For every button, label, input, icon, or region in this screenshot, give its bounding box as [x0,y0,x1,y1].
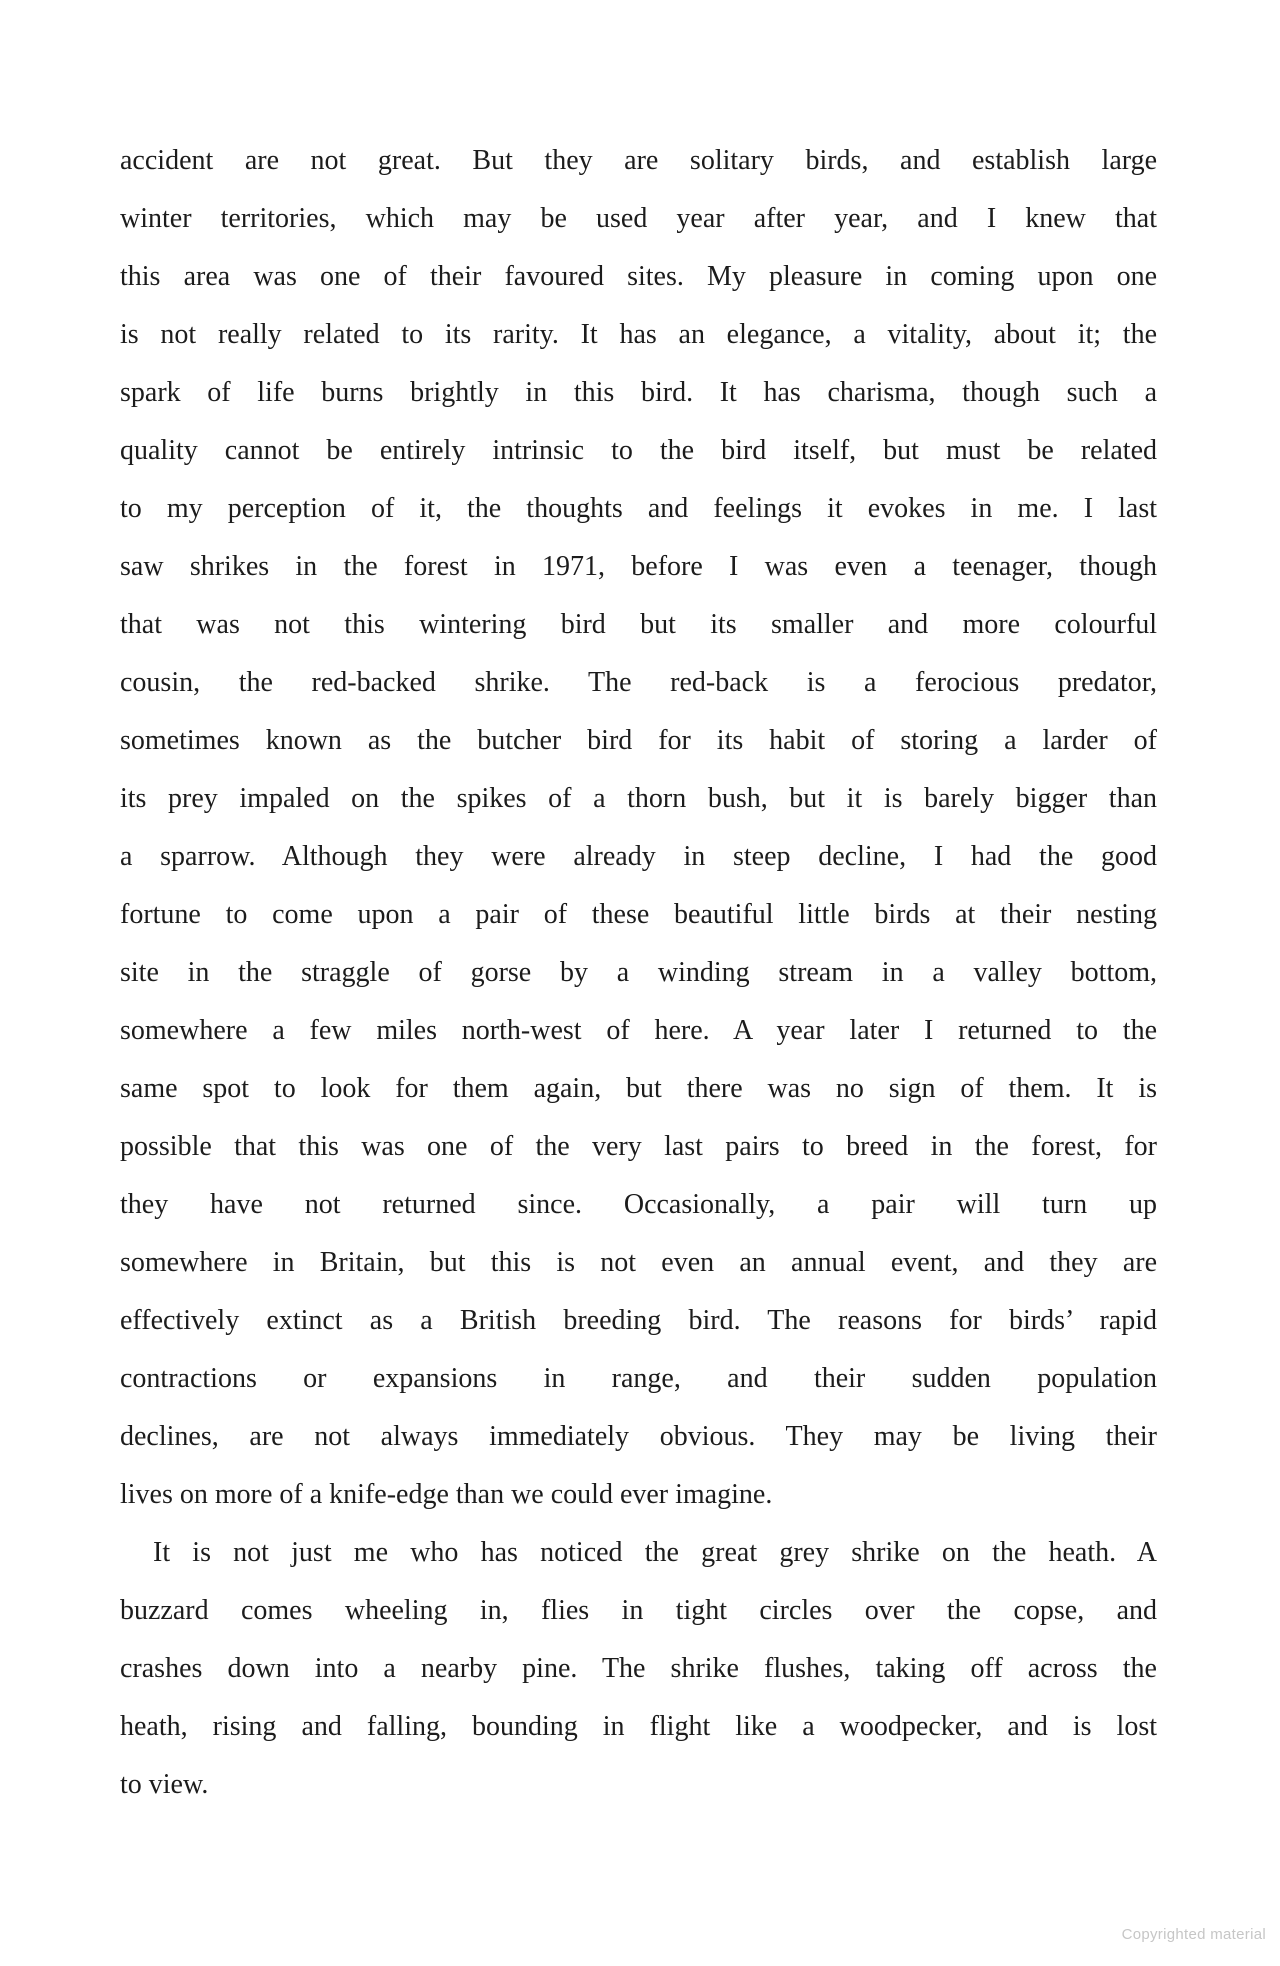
text-line: somewhere in Britain, but this is not even an annual event, and they are [120,1247,1157,1278]
text-line: that was not this wintering bird but its smaller and more colourful [120,609,1157,640]
text-line: effectively extinct as a British breeding bird. The reasons for birds’ rapid [120,1305,1157,1336]
copyright-watermark: Copyrighted material [1121,1926,1266,1943]
text-line: site in the straggle of gorse by a winding stream in a valley bottom, [120,957,1157,988]
text-line: heath, rising and falling, bounding in flight like a woodpecker, and is lost [120,1711,1157,1742]
text-line: accident are not great. But they are solitary birds, and establish large [120,145,1157,176]
text-line: cousin, the red-backed shrike. The red-back is a ferocious predator, [120,667,1157,698]
text-line: buzzard comes wheeling in, flies in tight circles over the copse, and [120,1595,1157,1626]
text-line: lives on more of a knife-edge than we could ever imagine. [120,1479,773,1510]
text-line: fortune to come upon a pair of these beautiful little birds at their nesting [120,899,1157,930]
text-line: quality cannot be entirely intrinsic to the bird itself, but must be related [120,435,1157,466]
page-text [120,132,1157,1814]
text-line: winter territories, which may be used year after year, and I knew that [120,203,1157,234]
text-line: crashes down into a nearby pine. The shrike flushes, taking off across the [120,1653,1157,1684]
text-line: spark of life burns brightly in this bird. It has charisma, though such a [120,377,1157,408]
text-line: declines, are not always immediately obvious. They may be living their [120,1421,1157,1452]
text-line: It is not just me who has noticed the great grey shrike on the heath. A [153,1537,1157,1568]
text-line: possible that this was one of the very last pairs to breed in the forest, for [120,1131,1157,1162]
text-line: sometimes known as the butcher bird for its habit of storing a larder of [120,725,1157,756]
text-line: they have not returned since. Occasionally, a pair will turn up [120,1189,1157,1220]
text-line: is not really related to its rarity. It has an elegance, a vitality, about it; the [120,319,1157,350]
text-line: saw shrikes in the forest in 1971, before I was even a teenager, though [120,551,1157,582]
text-line: to view. [120,1769,209,1800]
text-line: this area was one of their favoured sites. My pleasure in coming upon one [120,261,1157,292]
text-line: contractions or expansions in range, and their sudden population [120,1363,1157,1394]
text-line: same spot to look for them again, but there was no sign of them. It is [120,1073,1157,1104]
text-line: somewhere a few miles north-west of here. A year later I returned to the [120,1015,1157,1046]
text-line: to my perception of it, the thoughts and feelings it evokes in me. I last [120,493,1157,524]
text-line: a sparrow. Although they were already in steep decline, I had the good [120,841,1157,872]
text-line: its prey impaled on the spikes of a thorn bush, but it is barely bigger than [120,783,1157,814]
